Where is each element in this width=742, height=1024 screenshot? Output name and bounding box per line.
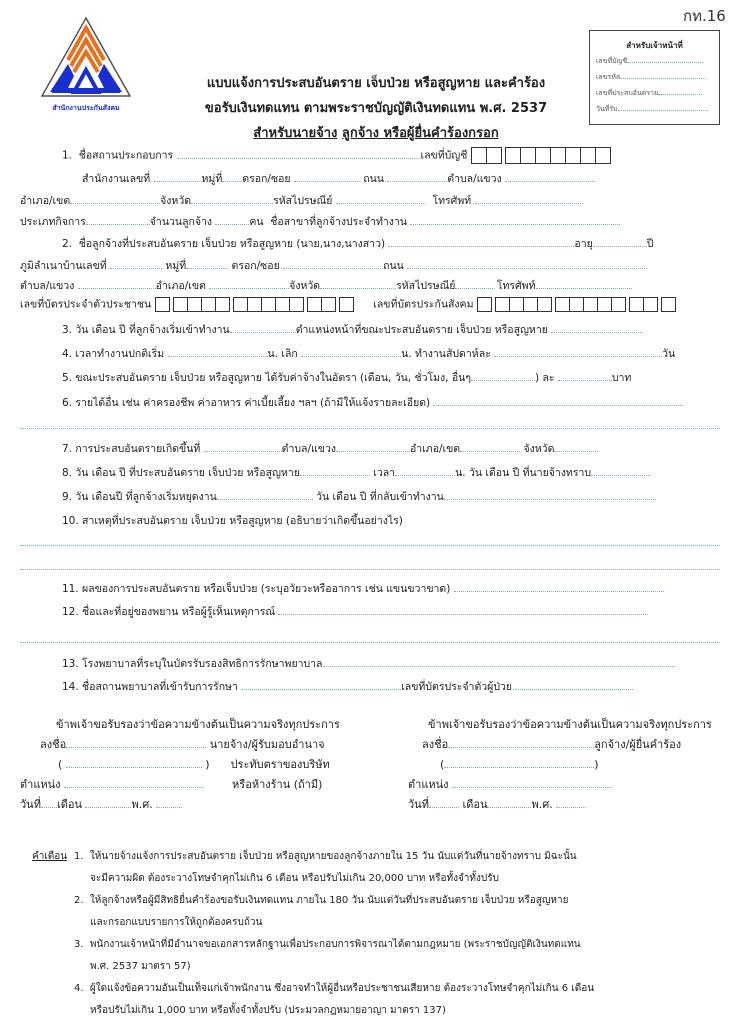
form-code: กท.16 — [683, 7, 726, 25]
item11 — [62, 581, 664, 596]
emp-phone-field[interactable] — [536, 278, 632, 289]
injury-result-label: 11. ผลของการประสบอันตราย หรือเจ็บป่วย (ระบุอวัยวะหรืออาการ เช่น แขนขวาขาด) — [62, 583, 451, 595]
warning-item-3 — [74, 934, 714, 978]
item14 — [62, 679, 633, 694]
employee-role-label: ลูกจ้าง/ผู้ยื่นคำร้อง — [594, 738, 682, 751]
social-security-boxes[interactable] — [477, 297, 679, 312]
employee-position-field[interactable] — [452, 777, 612, 788]
employer-signature-block — [20, 715, 370, 815]
patient-id-label: เลขที่บัตรประจำตัวผู้ป่วย — [401, 681, 513, 693]
item6 — [62, 395, 683, 410]
business-type-label: ประเภทกิจการ — [20, 216, 86, 228]
position-at-accident-label: ตำแหน่งหน้าที่ขณะประสบอันตราย เจ็บป่วย หรือสูญหาย — [295, 324, 548, 336]
employee-year-label: พ.ศ. — [531, 798, 553, 811]
warning-text-cont: จะมีความผิด ต้องระวางโทษจำคุกไม่เกิน 6 เดือน หรือปรับไม่เกิน 20,000 บาท หรือทั้งจำทั้งปรับ — [90, 873, 499, 884]
employer-position-label: ตำแหน่ง — [20, 778, 61, 791]
employer-year-field[interactable] — [156, 797, 182, 808]
form-title-line2: ขอรับเงินทดแทน ตามพระราชบัญญัติเงินทดแทน พ.ศ. 2537 — [204, 101, 548, 116]
emp-district-field[interactable] — [209, 278, 289, 289]
district-field[interactable] — [70, 193, 160, 204]
employer-signature-field[interactable] — [66, 737, 206, 748]
accident-district-field[interactable] — [460, 441, 520, 452]
item9 — [62, 489, 656, 504]
warning-text: ให้นายจ้างแจ้งการประสบอันตราย เจ็บป่วย หรือสูญหายของลูกจ้างภายใน 15 วัน นับแต่วันที่นายจ้างทราบ มิฉะนั้น — [89, 851, 577, 862]
warning-number: 2. — [74, 895, 84, 906]
emp-province-label: จังหวัด — [289, 280, 321, 292]
patient-id-field[interactable] — [515, 679, 633, 690]
form-title-line3 — [166, 122, 586, 143]
persons-unit-label: คน — [249, 216, 264, 228]
employer-year-label: พ.ศ. — [131, 798, 153, 811]
stop-work-date-field[interactable] — [217, 489, 313, 500]
warning-text-cont: และกรอกแบบรายการให้ถูกต้องครบถ้วน — [90, 917, 263, 928]
employee-count-field[interactable] — [215, 214, 249, 225]
title-for-employee: ลูกจ้าง หรือผู้ยื่นคำร้องกรอก — [341, 126, 499, 141]
emp-soi-field[interactable] — [283, 258, 383, 269]
section1-row4 — [20, 214, 620, 229]
accident-province-field[interactable] — [554, 441, 598, 452]
work-end-field[interactable] — [301, 346, 401, 357]
wage-amount-field[interactable] — [558, 370, 612, 381]
warning-text: ผู้ใดแจ้งข้อความอันเป็นเท็จแก่เจ้าพนักงาน ซึ่งอาจทำให้ผู้อื่นหรือประชาชนเสียหาย ต้องระวางโทษจำคุกไม่เกิน 6 เดือน — [89, 983, 595, 994]
paren-close: ) — [205, 758, 210, 771]
officer-date-label: วันที่รับ — [596, 105, 618, 113]
years-unit-label: ปี — [646, 238, 654, 250]
branch-name-field[interactable] — [410, 214, 620, 225]
witness-label: 12. ชื่อและที่อยู่ของพยาน หรือผู้รู้เห็นเหตุการณ์ — [62, 606, 276, 618]
warning-number: 1. — [74, 851, 84, 862]
employer-sign-label: ลงชื่อ — [40, 738, 67, 751]
section2-row3 — [20, 278, 632, 293]
section1-row2 — [82, 171, 595, 186]
age-field[interactable] — [593, 236, 647, 247]
paren-close: ) — [594, 758, 599, 771]
item10 — [62, 514, 403, 528]
work-start-label: 4. เวลาทำงานปกติเริ่ม — [62, 348, 165, 360]
officer-code-field[interactable] — [620, 72, 706, 79]
section2-row2 — [20, 258, 647, 273]
warning-number: 3. — [74, 939, 84, 950]
accident-cause-field-2[interactable] — [20, 569, 720, 570]
warning-text-cont: พ.ศ. 2537 มาตรา 57) — [90, 961, 191, 972]
age-label: อายุ — [574, 238, 593, 250]
employer-known-date-label: น. วัน เดือน ปี ที่นายจ้างทราบ — [455, 467, 592, 479]
employee-month-label: เดือน — [462, 798, 488, 811]
accident-cause-label: 10. สาเหตุที่ประสบอันตราย เจ็บป่วย หรือสูญหาย (อธิบายว่าเกิดขึ้นอย่างไร) — [62, 515, 403, 527]
item4 — [62, 346, 675, 361]
accident-province-label: จังหวัด — [523, 443, 555, 455]
officer-account-label: เลขที่บัญชี — [596, 57, 628, 65]
employee-name-field[interactable] — [388, 236, 574, 247]
employer-position-field[interactable] — [64, 777, 204, 788]
road-field[interactable] — [387, 171, 447, 182]
employee-sign-label: ลงชื่อ — [422, 738, 449, 751]
wage-rate-label: 5. ขณะประสบอันตราย เจ็บป่วย หรือสูญหาย ได้รับค่าจ้างในอัตรา (เดือน, วัน, ชั่วโมง, อื่นๆ — [62, 372, 471, 384]
sso-logo — [38, 14, 134, 114]
section2-row4 — [20, 297, 679, 312]
office-no-label: สำนักงานเลขที่ — [82, 173, 151, 185]
business-type-field[interactable] — [86, 214, 150, 225]
accident-subdistrict-label: ตำบล/แขวง — [281, 443, 336, 455]
employee-name-label: ชื่อลูกจ้างที่ประสบอันตราย เจ็บป่วย หรือสูญหาย (นาย,นาง,นางสาว) — [78, 238, 386, 250]
establishment-name-field[interactable] — [177, 148, 421, 159]
emp-district-label: อำเภอ/เขต — [155, 280, 206, 292]
employee-certify-text: ข้าพเจ้าขอรับรองว่าข้อความข้างต้นเป็นความจริงทุกประการ — [428, 718, 712, 731]
employee-month-field[interactable] — [487, 797, 531, 808]
warning-text-cont: หรือปรับไม่เกิน 1,000 บาท หรือทั้งจำทั้งปรับ (ประมวลกฎหมายอาญา มาตรา 137) — [90, 1005, 446, 1016]
emp-postcode-label: รหัสไปรษณีย์ — [396, 280, 456, 292]
witness-field[interactable] — [278, 604, 648, 615]
moo-field[interactable] — [222, 171, 242, 182]
other-income-field[interactable] — [433, 395, 683, 406]
work-start-field[interactable] — [168, 346, 268, 357]
baht-unit-label: บาท — [611, 372, 632, 384]
paren-open: ( — [440, 758, 445, 771]
office-no-field[interactable] — [154, 171, 202, 182]
emp-subdistrict-field[interactable] — [78, 278, 156, 289]
days-per-week-field[interactable] — [494, 346, 662, 357]
officer-use-box — [589, 30, 720, 125]
sso-triangle-logo-icon — [38, 14, 134, 100]
officer-accident-no-label: เลขที่ประสบอันตราย — [596, 89, 659, 97]
employee-day-field[interactable] — [429, 797, 459, 808]
treatment-facility-label: 14. ชื่อสถานพยาบาลที่เข้ารับการรักษา — [62, 681, 238, 693]
postcode-field[interactable] — [336, 193, 426, 204]
accident-cause-field-1[interactable] — [20, 545, 720, 546]
warning-item-2 — [74, 890, 714, 934]
logo-caption: สำนักงานประกันสังคม — [52, 104, 120, 112]
wage-period-field[interactable] — [471, 370, 535, 381]
branch-name-label: ชื่อสาขาที่ลูกจ้างประจำทำงาน — [270, 216, 408, 228]
emp-moo-field[interactable] — [186, 258, 228, 269]
company-stamp-note: หรือห้างร้าน (ถ้ามี) — [232, 778, 323, 791]
employee-count-label: จำนวนลูกจ้าง — [149, 216, 213, 228]
emp-phone-label: โทรศัพท์ — [496, 280, 536, 292]
registered-hospital-field[interactable] — [323, 656, 675, 667]
warning-number: 4. — [74, 983, 84, 994]
item3 — [62, 322, 643, 337]
work-end-label: น. เลิก — [267, 348, 298, 360]
emp-moo-label: หมู่ที่ — [165, 260, 187, 272]
section1-row1 — [62, 147, 614, 164]
home-no-label: ภูมิลำเนาบ้านเลขที่ — [20, 260, 107, 272]
province-field[interactable] — [191, 193, 273, 204]
accident-time-label: เวลา — [373, 467, 396, 479]
form-title-line1: แบบแจ้งการประสบอันตราย เจ็บป่วย หรือสูญหาย และคำร้อง — [206, 76, 546, 91]
treatment-facility-field[interactable] — [241, 679, 401, 690]
warning-item-4 — [74, 978, 714, 1022]
employer-month-field[interactable] — [85, 797, 131, 808]
moo-label: หมู่ที่ — [201, 173, 223, 185]
employee-position-label: ตำแหน่ง — [408, 778, 449, 791]
emp-postcode-field[interactable] — [455, 278, 493, 289]
section2-row1 — [62, 236, 653, 251]
employer-date-label: วันที่ — [20, 798, 41, 811]
days-per-week-label: น. ทำงานสัปดาห์ละ — [401, 348, 491, 360]
phone-label: โทรศัพท์ — [432, 195, 472, 207]
national-id-boxes[interactable] — [155, 297, 357, 312]
item5 — [62, 370, 631, 385]
employer-certify-text: ข้าพเจ้าขอรับรองว่าข้อความข้างต้นเป็นความจริงทุกประการ — [56, 718, 340, 731]
witness-continuation-field[interactable] — [20, 642, 720, 643]
employee-year-field[interactable] — [556, 797, 586, 808]
start-date-field[interactable] — [230, 322, 296, 333]
employee-printed-name-field[interactable] — [444, 757, 594, 768]
warning-text: พนักงานเจ้าหน้าที่มีอำนาจขอเอกสารหลักฐานเพื่อประกอบการพิจารณาได้ตามกฎหมาย (พระราชบัญญัติเงินทดแทน — [89, 939, 581, 950]
company-stamp-label: ประทับตราของบริษัท — [230, 758, 330, 771]
employer-role-label: นายจ้าง/ผู้รับมอบอำนาจ — [209, 738, 325, 751]
employee-signature-block — [408, 715, 738, 815]
emp-subdistrict-label: ตำบล/แขวง — [20, 280, 75, 292]
emp-province-field[interactable] — [320, 278, 396, 289]
wage-per-label: ) ละ — [534, 372, 555, 384]
establishment-name-label: ชื่อสถานประกอบการ — [78, 149, 174, 162]
warning-item-1 — [74, 846, 714, 890]
phone-field[interactable] — [475, 193, 583, 204]
employee-signature-field[interactable] — [448, 737, 594, 748]
employee-date-label: วันที่ — [408, 798, 429, 811]
paren-open: ( — [58, 758, 63, 771]
social-security-label: เลขที่บัตรประกันสังคม — [373, 298, 474, 311]
section1-number: 1. — [62, 149, 73, 162]
accident-district-label: อำเภอ/เขต — [409, 443, 461, 455]
account-no-label: เลขที่บัญชี — [420, 149, 468, 162]
section2-number: 2. — [62, 238, 73, 250]
section1-row3 — [20, 193, 583, 208]
item12 — [62, 604, 648, 619]
registered-hospital-label: 13. โรงพยาบาลที่ระบุในบัตรรับรองสิทธิการรักษาพยาบาล — [62, 658, 323, 670]
stop-work-date-label: 9. วัน เดือนปี ที่ลูกจ้างเริ่มหยุดงาน — [62, 491, 217, 503]
home-no-field[interactable] — [110, 258, 162, 269]
postcode-label: รหัสไปรษณีย์ — [273, 195, 333, 207]
officer-date-field[interactable] — [618, 104, 708, 111]
accident-date-field[interactable] — [300, 465, 370, 476]
accident-subdistrict-field[interactable] — [336, 441, 410, 452]
warning-text: ให้ลูกจ้างหรือผู้มีสิทธิยื่นคำร้องขอรับเงินทดแทน ภายใน 180 วัน นับแต่วันที่ประสบอันตราย เจ็บป่วย หรือสูญหาย — [89, 895, 569, 906]
officer-accident-no-field[interactable] — [658, 88, 702, 95]
start-date-label: 3. วัน เดือน ปี ที่ลูกจ้างเริ่มเข้าทำงาน — [62, 324, 230, 336]
soi-field[interactable] — [294, 171, 360, 182]
province-label: จังหวัด — [160, 195, 192, 207]
subdistrict-label: ตำบล/แขวง — [447, 173, 502, 185]
injury-result-field[interactable] — [454, 581, 664, 592]
item7 — [62, 441, 598, 456]
road-label: ถนน — [363, 173, 384, 185]
soi-label: ตรอก/ซอย — [242, 173, 291, 185]
officer-box-heading: สำหรับเจ้าหน้าที่ — [626, 41, 683, 50]
position-at-accident-field[interactable] — [551, 322, 643, 333]
emp-soi-label: ตรอก/ซอย — [231, 260, 280, 272]
accident-date-label: 8. วัน เดือน ปี ที่ประสบอันตราย เจ็บป่วย หรือสูญหาย — [62, 467, 300, 479]
officer-code-label: เลขรหัส — [596, 73, 621, 81]
other-income-continuation-field[interactable] — [20, 428, 720, 429]
return-work-date-field[interactable] — [444, 489, 656, 500]
employer-day-field[interactable] — [41, 797, 57, 808]
item13 — [62, 656, 675, 671]
emp-road-field[interactable] — [407, 258, 647, 269]
subdistrict-field[interactable] — [505, 171, 595, 182]
officer-account-field[interactable] — [627, 56, 703, 63]
accident-time-field[interactable] — [395, 465, 455, 476]
title-for-employer: สำหรับนายจ้าง — [253, 126, 338, 141]
employer-printed-name-field[interactable] — [66, 757, 202, 768]
return-work-date-label: วัน เดือน ปี ที่กลับเข้าทำงาน — [316, 491, 444, 503]
days-unit-label: วัน — [662, 348, 676, 360]
warnings-title: คำเตือน — [32, 851, 68, 862]
other-income-label: 6. รายได้อื่น เช่น ค่าครองชีพ ค่าอาหาร ค่าเบี้ยเลี้ยง ฯลฯ (ถ้ามีให้แจ้งรายละเอียด) — [62, 397, 431, 409]
accident-location-label: 7. การประสบอันตรายเกิดขึ้นที่ — [62, 443, 201, 455]
accident-location-field[interactable] — [204, 441, 282, 452]
district-label: อำเภอ/เขต — [20, 195, 71, 207]
account-no-boxes[interactable] — [471, 147, 614, 164]
employer-known-date-field[interactable] — [591, 465, 651, 476]
item8 — [62, 465, 651, 480]
employer-month-label: เดือน — [56, 798, 82, 811]
national-id-label: เลขที่บัตรประจำตัวประชาชน — [20, 298, 152, 311]
emp-road-label: ถนน — [383, 260, 404, 272]
